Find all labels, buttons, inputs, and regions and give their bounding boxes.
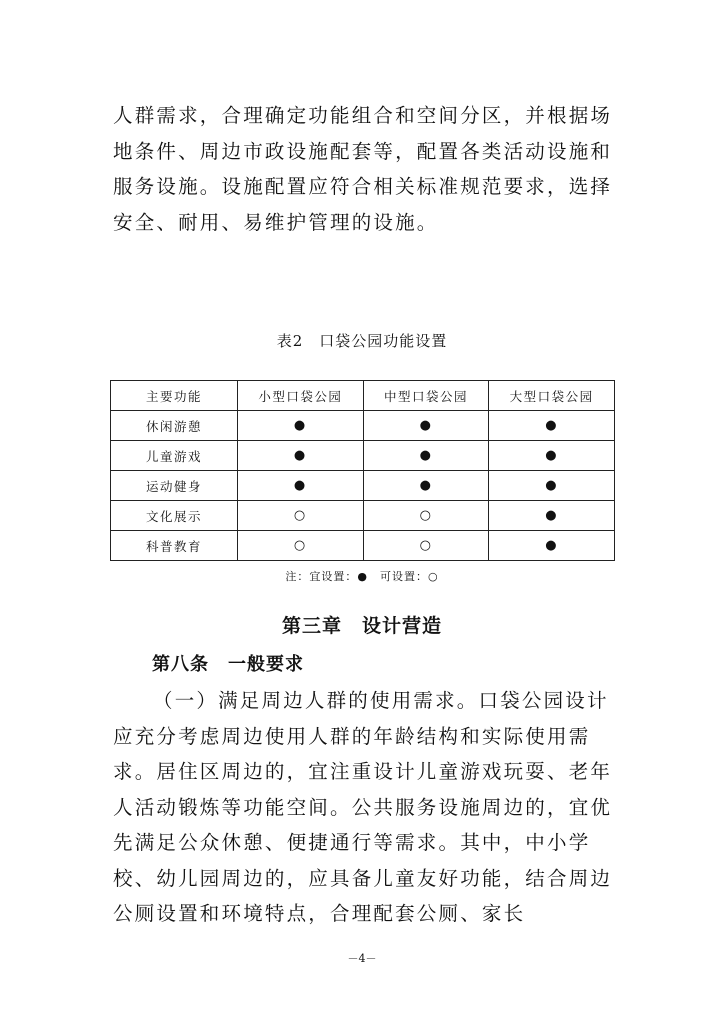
symbol-cell: ● [238, 411, 364, 441]
symbol-cell: ○ [238, 531, 364, 561]
function-name-cell: 运动健身 [111, 471, 238, 501]
table-header-row [111, 381, 615, 411]
function-name-cell: 科普教育 [111, 531, 238, 561]
function-table [110, 380, 615, 561]
symbol-cell: ○ [363, 531, 489, 561]
symbol-cell: ● [489, 411, 615, 441]
chapter-title: 第三章 设计营造 [281, 615, 442, 637]
symbol-cell: ● [363, 471, 489, 501]
body-paragraph: 人群需求，合理确定功能组合和空间分区，并根据场地条件、周边市政设施配套等，配置各类活动设施和服务设施。设施配置应符合相关标准规范要求，选择安全、耐用、易维护管理的设施。 [113, 104, 613, 234]
header-cell: 小型口袋公园 [238, 381, 364, 411]
table-note: 注：宜设置：● 可设置：○ [285, 570, 439, 583]
symbol-cell: ○ [238, 501, 364, 531]
table-row [111, 471, 615, 501]
table-row [111, 531, 615, 561]
function-name-cell: 儿童游戏 [111, 441, 238, 471]
header-cell: 主要功能 [111, 381, 238, 411]
symbol-cell: ● [489, 531, 615, 561]
symbol-cell: ● [489, 501, 615, 531]
header-cell: 大型口袋公园 [489, 381, 615, 411]
table-caption: 表2 口袋公园功能设置 [276, 332, 448, 350]
symbol-cell: ● [238, 441, 364, 471]
symbol-cell: ● [238, 471, 364, 501]
table-row [111, 501, 615, 531]
symbol-cell: ● [489, 441, 615, 471]
article-title: 第八条 一般要求 [152, 654, 304, 675]
table-row [111, 441, 615, 471]
page-number: －4－ [347, 952, 377, 965]
function-name-cell: 文化展示 [111, 501, 238, 531]
symbol-cell: ● [489, 471, 615, 501]
function-name-cell: 休闲游憩 [111, 411, 238, 441]
body-paragraph: （一）满足周边人群的使用需求。口袋公园设计应充分考虑周边使用人群的年龄结构和实际使用需求。居住区周边的，宜注重设计儿童游戏玩耍、老年人活动锻炼等功能空间。公共服务设施周边的，宜优先满足公众休憩、便捷通行等需求。其中，中小学校、幼儿园周边的，应具备儿童友好功能，结合周边公厕设置和环境特点，合理配套公厕、家长 [113, 689, 613, 925]
symbol-cell: ● [363, 411, 489, 441]
symbol-cell: ○ [363, 501, 489, 531]
symbol-cell: ● [363, 441, 489, 471]
header-cell: 中型口袋公园 [363, 381, 489, 411]
table-row [111, 411, 615, 441]
